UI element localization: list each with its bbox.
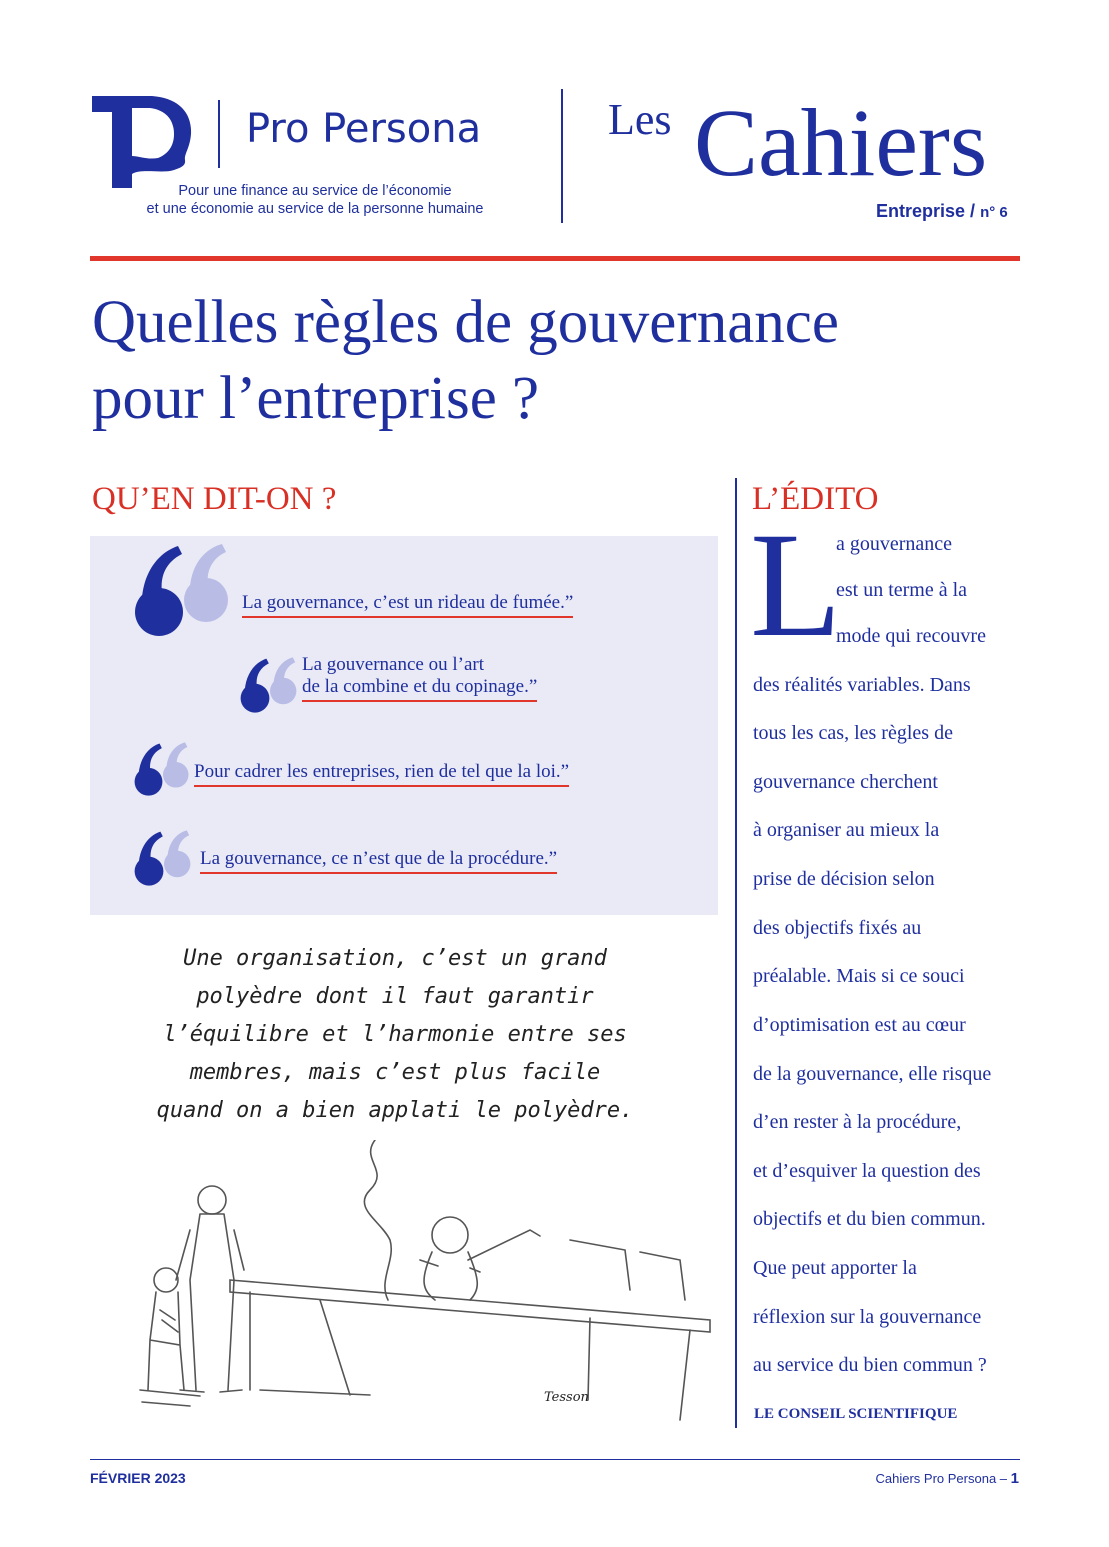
edito-line: et d’esquiver la question des [753, 1160, 981, 1182]
cartoon-caption-line: membres, mais c’est plus facile [189, 1060, 601, 1085]
series-label [876, 201, 1008, 222]
pro-persona-logo [92, 96, 192, 188]
section-heading-quotes: QU’EN DIT-ON ? [92, 481, 337, 517]
header-divider [561, 89, 563, 223]
quote-2-line-2: de la combine et du copinage.” [302, 676, 537, 702]
edito-line: mode qui recouvre [836, 625, 986, 647]
quote-mark-icon [240, 655, 300, 715]
title-line-2: pour l’entreprise ? [92, 365, 540, 432]
tagline-line-1: Pour une finance au service de l’économie [178, 183, 452, 199]
cartoon-caption-line: Une organisation, c’est un grand [183, 946, 607, 971]
quote-1-text: La gouvernance, c’est un rideau de fumée.” [242, 592, 573, 618]
edito-line: gouvernance cherchent [753, 771, 938, 793]
quote-mark-icon [134, 540, 234, 640]
edito-line: d’en rester à la procédure, [753, 1111, 962, 1133]
quote-mark-icon [134, 740, 192, 798]
edito-dropcap: L [750, 502, 842, 668]
quote-2-line-1: La gouvernance ou l’art [302, 654, 484, 675]
edito-line: préalable. Mais si ce souci [753, 965, 965, 987]
masthead-les: Les [608, 95, 672, 144]
series-number: n° 6 [980, 204, 1008, 221]
masthead-cahiers: Cahiers [694, 89, 988, 196]
tagline-line-2: et une économie au service de la personne humaine [146, 201, 484, 217]
edito-signature: LE CONSEIL SCIENTIFIQUE [754, 1406, 958, 1422]
header-red-rule [90, 256, 1020, 261]
brand-name: Pro Persona [246, 106, 482, 152]
quote-2-text [302, 654, 537, 702]
footer-date: FÉVRIER 2023 [90, 1470, 186, 1486]
edito-line: objectifs et du bien commun. [753, 1208, 986, 1230]
cartoon-artist-signature: Tesson [544, 1390, 589, 1405]
edito-line: à organiser au mieux la [753, 819, 940, 841]
edito-line: est un terme à la [836, 579, 968, 601]
brand-tagline [100, 182, 530, 218]
section-heading-edito: L’ÉDITO [752, 481, 879, 517]
quote-3-text: Pour cadrer les entreprises, rien de tel que la loi.” [194, 761, 569, 787]
title-line-1: Quelles règles de gouvernance [92, 289, 839, 356]
edito-line: des objectifs fixés au [753, 917, 922, 939]
boardroom-sketch-icon [120, 1140, 720, 1430]
cartoon-illustration [120, 1140, 720, 1430]
edito-line: réflexion sur la gouvernance [753, 1306, 982, 1328]
quote-4-text: La gouvernance, ce n’est que de la procédure.” [200, 848, 557, 874]
cartoon-caption [150, 940, 640, 1130]
edito-line: de la gouvernance, elle risque [753, 1063, 992, 1085]
cartoon-caption-line: l’équilibre et l’harmonie entre ses [163, 1022, 627, 1047]
series-name: Entreprise / [876, 201, 976, 221]
footer-rule [90, 1459, 1020, 1460]
footer-publication-name: Cahiers Pro Persona – [875, 1471, 1008, 1486]
profile-p-logo-icon [92, 96, 192, 188]
edito-line: au service du bien commun ? [753, 1354, 987, 1376]
page-title [92, 285, 1012, 437]
cartoon-caption-line: polyèdre dont il faut garantir [196, 984, 594, 1009]
edito-line: des réalités variables. Dans [753, 674, 971, 696]
edito-line: prise de décision selon [753, 868, 935, 890]
cartoon-caption-line: quand on a bien applati le polyèdre. [156, 1098, 634, 1123]
edito-line: tous les cas, les règles de [753, 722, 953, 744]
column-divider [735, 478, 737, 1428]
edito-line: Que peut apporter la [753, 1257, 917, 1279]
page-number: 1 [1010, 1470, 1019, 1487]
quote-mark-icon [134, 828, 194, 888]
footer-publication [876, 1470, 1019, 1487]
edito-line: a gouvernance [836, 533, 953, 555]
edito-line: d’optimisation est au cœur [753, 1014, 966, 1036]
brand-divider [218, 100, 220, 168]
